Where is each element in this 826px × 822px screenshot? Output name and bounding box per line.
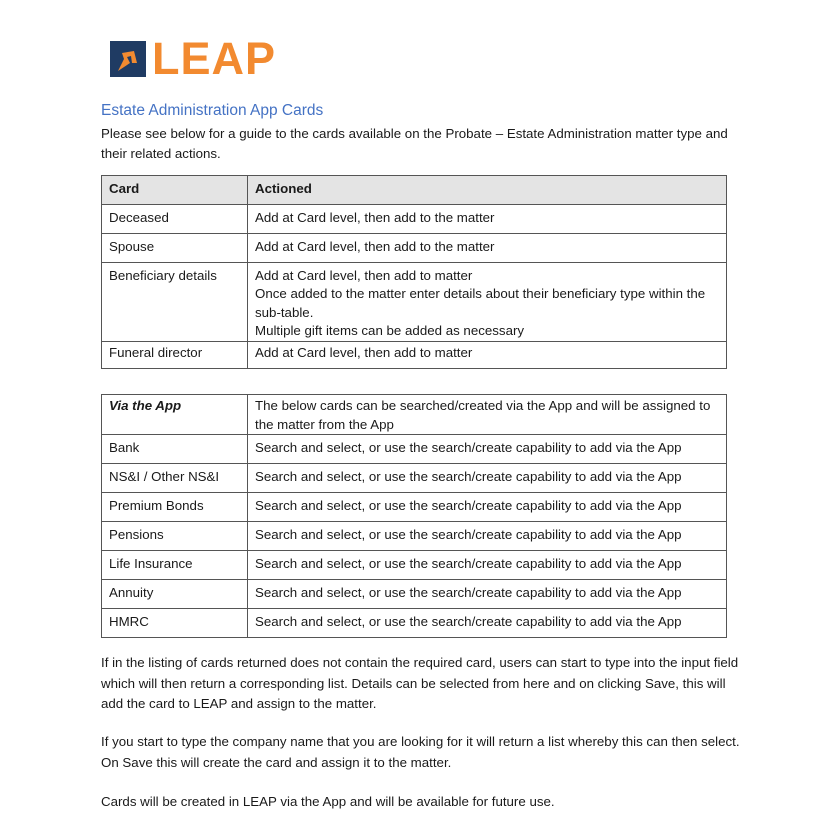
table-row — [102, 464, 727, 493]
via-app-description: The below cards can be searched/created via the App and will be assigned to the matter from the App — [248, 395, 727, 435]
card-cell: Annuity — [102, 580, 248, 609]
table-row — [102, 493, 727, 522]
actioned-cell: Search and select, or use the search/create capability to add via the App — [248, 522, 727, 551]
actioned-cell: Search and select, or use the search/create capability to add via the App — [248, 551, 727, 580]
card-cell: Premium Bonds — [102, 493, 248, 522]
table-row — [102, 551, 727, 580]
actioned-cell: Search and select, or use the search/create capability to add via the App — [248, 609, 727, 638]
table-row — [102, 609, 727, 638]
table-row — [102, 580, 727, 609]
card-cell: NS&I / Other NS&I — [102, 464, 248, 493]
column-header-actioned: Actioned — [248, 176, 727, 205]
actioned-cell — [248, 262, 727, 341]
card-cell: Beneficiary details — [102, 262, 248, 341]
card-cell: Pensions — [102, 522, 248, 551]
table-row — [102, 204, 727, 233]
body-paragraph: Cards will be created in LEAP via the App and will be available for future use. — [101, 794, 555, 809]
actioned-cell: Search and select, or use the search/create capability to add via the App — [248, 464, 727, 493]
actioned-line: Once added to the matter enter details about their beneficiary type within the sub-table. — [255, 286, 706, 320]
card-cell: Life Insurance — [102, 551, 248, 580]
card-cell: Bank — [102, 435, 248, 464]
actioned-line: Add at Card level, then add to matter — [255, 267, 473, 283]
intro-text: Please see below for a guide to the cards available on the Probate – Estate Administration matter type and their related actions. — [101, 126, 728, 161]
actioned-cell: Search and select, or use the search/create capability to add via the App — [248, 435, 727, 464]
card-cell: Funeral director — [102, 341, 248, 368]
actioned-cell: Add at Card level, then add to matter — [248, 341, 727, 368]
table-header-row — [102, 395, 727, 435]
column-header-card: Card — [102, 176, 248, 205]
page-title: Estate Administration App Cards — [101, 102, 324, 119]
body-paragraph: If in the listing of cards returned does not contain the required card, users can start to type into the input field which will then return a corresponding list. Details can be selected from here and on clicking Save, this will add the card to LEAP and assign to the matter. — [101, 655, 739, 711]
actioned-cell: Search and select, or use the search/create capability to add via the App — [248, 493, 727, 522]
card-cell: HMRC — [102, 609, 248, 638]
body-paragraph: If you start to type the company name that you are looking for it will return a list whereby this can then select. On Save this will create the card and assign it to the matter. — [101, 734, 740, 770]
card-actions-table — [101, 175, 727, 369]
table-row — [102, 341, 727, 368]
table-row — [102, 262, 727, 341]
actioned-line: Multiple gift items can be added as necessary — [255, 323, 525, 338]
table-row — [102, 522, 727, 551]
actioned-cell: Add at Card level, then add to the matter — [248, 233, 727, 262]
leap-logo-icon — [110, 41, 146, 77]
via-app-table — [101, 394, 727, 638]
card-cell: Spouse — [102, 233, 248, 262]
table-row — [102, 233, 727, 262]
table-row — [102, 435, 727, 464]
leap-logo-text: LEAP — [152, 33, 277, 84]
actioned-cell: Add at Card level, then add to the matter — [248, 204, 727, 233]
card-cell: Deceased — [102, 204, 248, 233]
via-app-label: Via the App — [102, 395, 248, 435]
table-header-row — [102, 176, 727, 205]
actioned-cell: Search and select, or use the search/create capability to add via the App — [248, 580, 727, 609]
leap-logo — [110, 33, 277, 84]
